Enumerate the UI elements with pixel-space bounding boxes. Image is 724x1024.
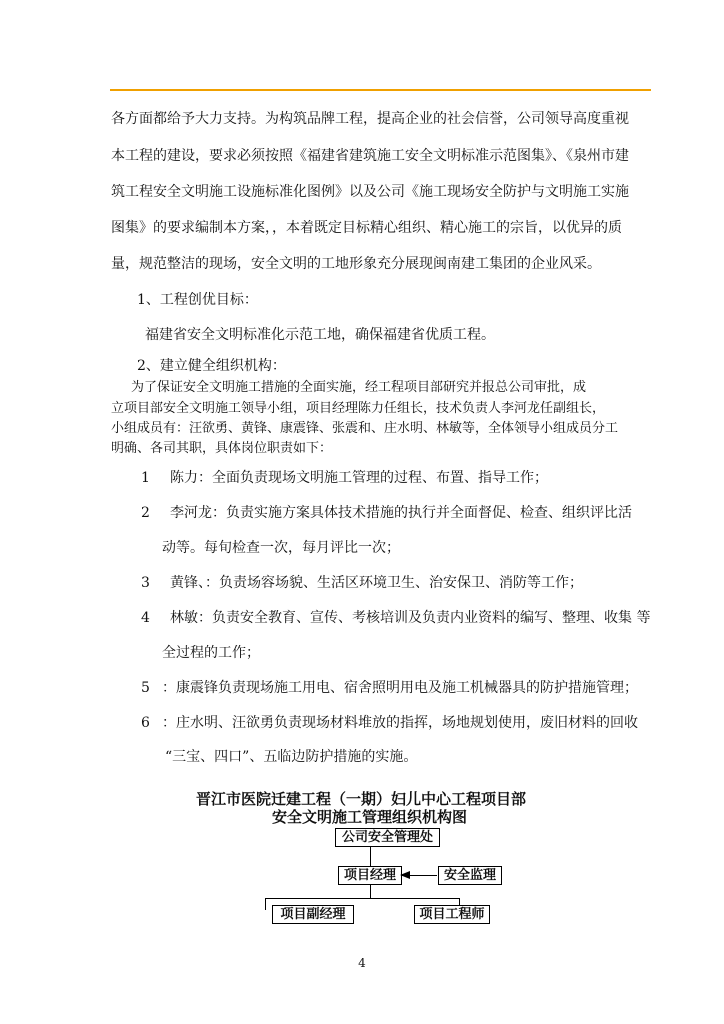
goal-text: 福建省安全文明标准化示范工地，确保福建省优质工程。 xyxy=(145,327,495,343)
org-box-company-safety: 公司安全管理处 xyxy=(335,828,440,847)
page-number: 4 xyxy=(358,956,366,970)
paragraph-line: 图集》的要求编制本方案，，本着既定目标精心组织、精心施工的宗旨，以优异的质 xyxy=(111,220,622,236)
connector-line xyxy=(265,898,266,910)
list-number: 3 xyxy=(141,575,150,591)
section-heading: 2、建立健全组织机构： xyxy=(137,358,286,374)
arrow-left-icon xyxy=(400,870,410,880)
list-item: 李河龙：负责实施方案具体技术措施的执行并全面督促、检查、组织评比活 xyxy=(170,505,632,521)
list-number: 1 xyxy=(141,470,150,486)
connector-line xyxy=(459,898,460,905)
list-item: ：康震锋负责现场施工用电、宿舍照明用电及施工机械器具的防护措施管理； xyxy=(162,680,638,696)
org-box-project-engineer: 项目工程师 xyxy=(414,905,490,924)
connector-line xyxy=(265,898,460,899)
header-rule xyxy=(110,89,651,91)
list-item: 林敏：负责安全教育、宣传、考核培训及负责内业资料的编写、整理、收集 等 xyxy=(170,610,651,626)
paragraph-line: 筑工程安全文明施工设施标准化图例》以及公司《施工现场安全防护与文明施工实施 xyxy=(111,184,629,200)
org-box-project-manager: 项目经理 xyxy=(338,866,402,885)
list-item: ：庄水明、汪欲勇负责现场材料堆放的指挥，场地规划使用，废旧材料的回收 xyxy=(162,715,638,731)
paragraph-line: 本工程的建设，要求必须按照《福建省建筑施工安全文明标准示范图集》、《泉州市建 xyxy=(111,148,629,164)
paragraph-line: 为了保证安全文明施工措施的全面实施，经工程项目部研究并报总公司审批，成 xyxy=(131,380,587,395)
paragraph-line: 量，规范整洁的现场，安全文明的工地形象充分展现闽南建工集团的企业风采。 xyxy=(111,256,601,272)
list-number: 4 xyxy=(141,610,150,626)
section-heading: 1、工程创优目标： xyxy=(137,292,258,308)
list-item-continuation: “三宝、四口”、五临边防护措施的实施。 xyxy=(165,749,418,765)
list-item: 黄锋、：负责场容场貌、生活区环境卫生、治安保卫、消防等工作； xyxy=(170,575,583,591)
connector-line xyxy=(370,884,371,898)
paragraph-line: 明确、各司其职，具体岗位职责如下： xyxy=(111,441,333,456)
connector-line xyxy=(370,846,371,866)
org-box-safety-supervisor: 安全监理 xyxy=(438,866,502,885)
list-number: 5 xyxy=(141,680,150,696)
org-chart-title: 晋江市医院迁建工程（一期）妇儿中心工程项目部 xyxy=(196,790,527,808)
list-item: 陈力：全面负责现场文明施工管理的过程、布置、指导工作； xyxy=(170,470,548,486)
paragraph-line: 各方面都给予大力支持。为构筑品牌工程，提高企业的社会信誉，公司领导高度重视 xyxy=(111,111,629,127)
list-number: 6 xyxy=(141,715,150,731)
list-item-continuation: 全过程的工作； xyxy=(162,645,260,661)
paragraph-line: 立项目部安全文明施工领导小组，项目经理陈力任组长，技术负责人李河龙任副组长， xyxy=(111,401,606,416)
list-number: 2 xyxy=(141,505,150,521)
org-chart-subtitle: 安全文明施工管理组织机构图 xyxy=(272,808,468,826)
paragraph-line: 小组成员有：汪欲勇、黄锋、康震锋、张震和、庄水明、林敏等，全体领导小组成员分工 xyxy=(111,421,619,436)
list-item-continuation: 动等。每旬检查一次，每月评比一次； xyxy=(162,540,400,556)
org-box-deputy-manager: 项目副经理 xyxy=(272,905,354,924)
